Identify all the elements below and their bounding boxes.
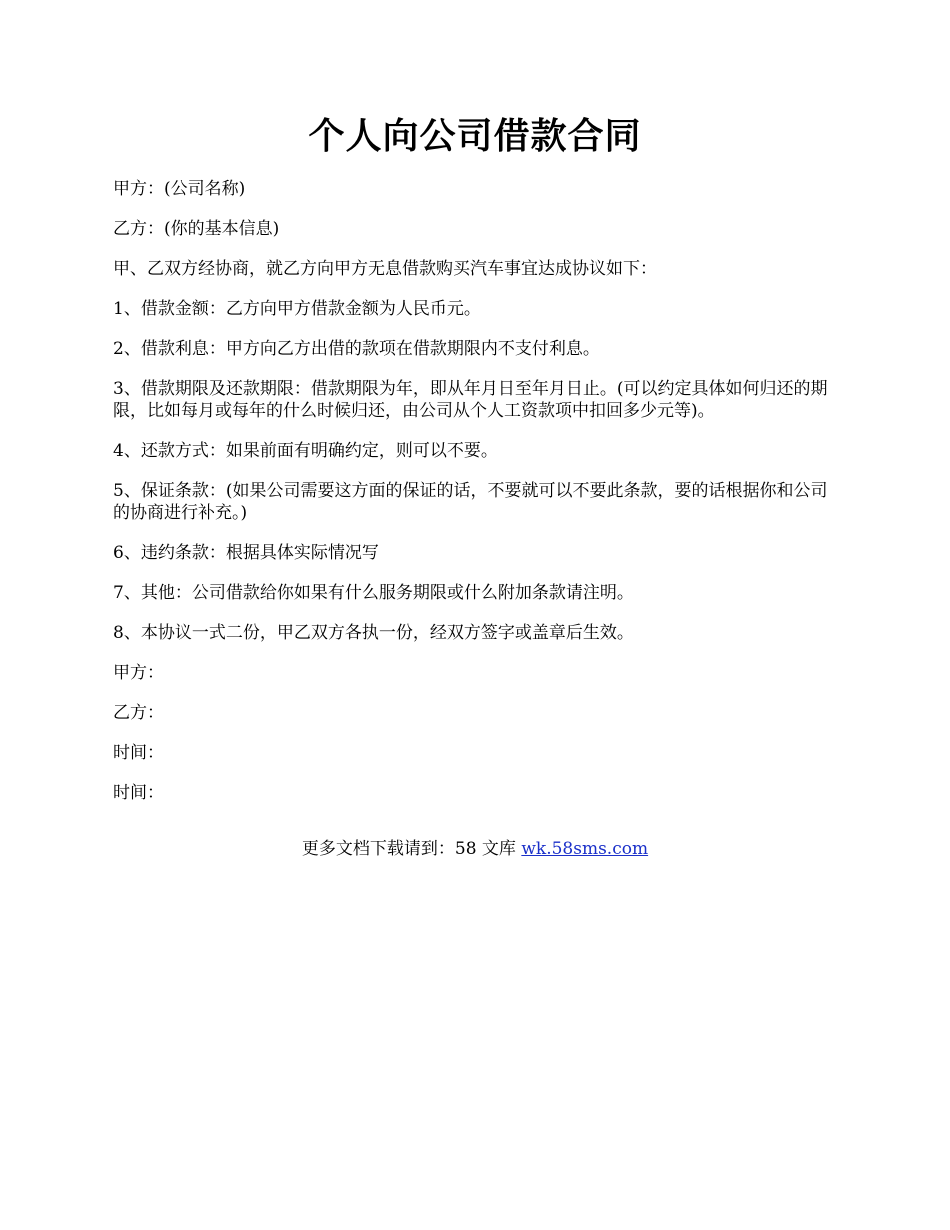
footer	[0, 837, 950, 861]
clause-2-interest: 2、借款利息：甲方向乙方出借的款项在借款期限内不支付利息。	[113, 339, 600, 359]
footer-link[interactable]: wk.58sms.com	[521, 839, 649, 859]
footer-text: 更多文档下载请到：58 文库	[301, 839, 522, 859]
document-body	[113, 178, 843, 822]
agreement-intro: 甲、乙双方经协商，就乙方向甲方无息借款购买汽车事宜达成协议如下：	[113, 259, 657, 279]
document-title: 个人向公司借款合同	[308, 115, 642, 157]
clause-5-guarantee: 5、保证条款：(如果公司需要这方面的保证的话，不要就可以不要此条款，要的话根据你和公司的协商进行补充。)	[113, 481, 828, 523]
clause-4-repayment: 4、还款方式：如果前面有明确约定，则可以不要。	[113, 441, 498, 461]
signature-date-1: 时间：	[113, 743, 164, 763]
clause-1-amount: 1、借款金额：乙方向甲方借款金额为人民币元。	[113, 299, 481, 319]
clause-6-breach: 6、违约条款：根据具体实际情况写	[113, 543, 379, 563]
signature-date-2: 时间：	[113, 783, 164, 803]
party-b-line: 乙方：(你的基本信息)	[113, 219, 280, 239]
clause-3-term: 3、借款期限及还款期限：借款期限为年，即从年月日至年月日止。(可以约定具体如何归还的期限，比如每月或每年的什么时候归还，由公司从个人工资款项中扣回多少元等)。	[113, 379, 828, 421]
signature-party-b: 乙方：	[113, 703, 164, 723]
signature-party-a: 甲方：	[113, 663, 164, 683]
clause-8-copies: 8、本协议一式二份，甲乙双方各执一份，经双方签字或盖章后生效。	[113, 623, 634, 643]
clause-7-other: 7、其他：公司借款给你如果有什么服务期限或什么附加条款请注明。	[113, 583, 634, 603]
party-a-line: 甲方：(公司名称)	[113, 179, 246, 199]
